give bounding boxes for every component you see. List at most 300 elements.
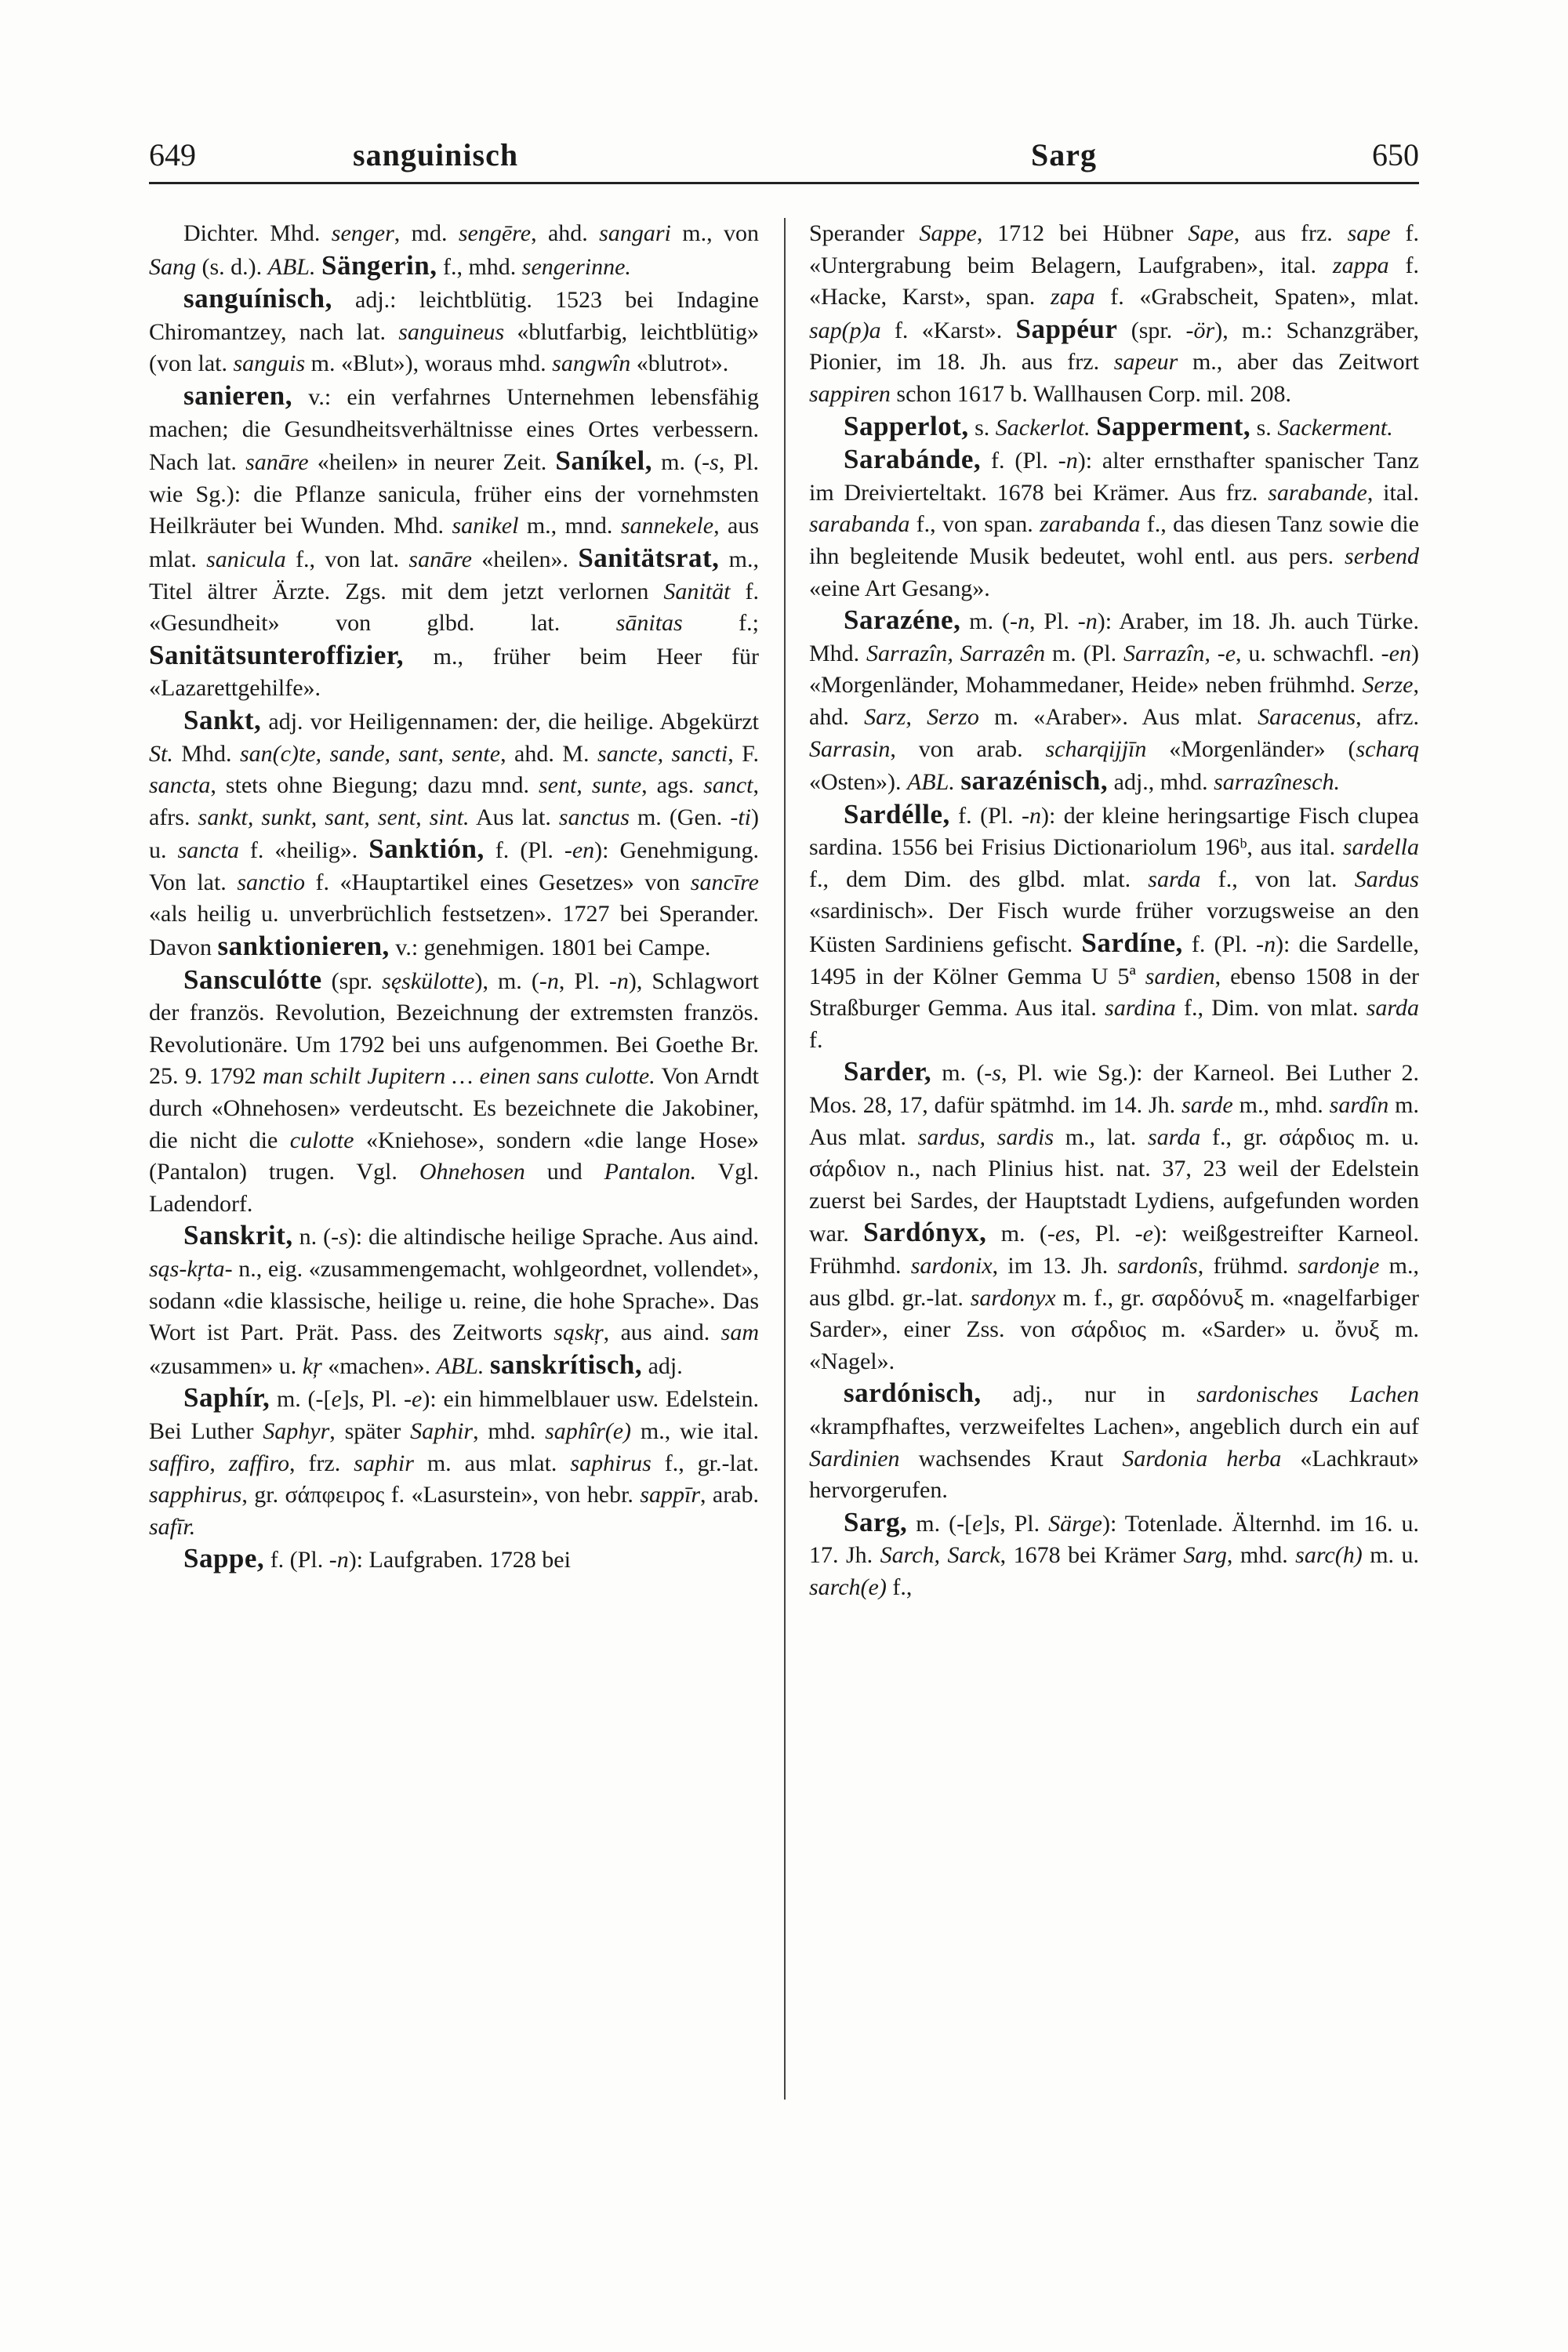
entry-text: (spr. xyxy=(321,967,383,994)
entry-text: m. «Blut»), woraus mhd. xyxy=(305,350,553,377)
italic-form: Saphyr xyxy=(263,1417,330,1444)
entry-text: m. Aus mlat. xyxy=(809,1092,1419,1150)
italic-form: sąskŗ xyxy=(554,1319,604,1346)
entry-text: , aus frz. xyxy=(1233,220,1348,246)
entry-text: , Pl. - xyxy=(1074,1221,1143,1247)
italic-form: Sackerment. xyxy=(1277,414,1393,441)
italic-form: sardonîs xyxy=(1117,1253,1198,1279)
italic-form: sardien xyxy=(1145,963,1215,989)
entry-text: m. f., gr. σαρδόνυξ m. «nagelfarbiger Sarder», einer Zss. von σάρδιος m. «Sarder» u. ὄνυξ m. «Nagel». xyxy=(809,1284,1420,1374)
italic-form: Saracenus xyxy=(1258,703,1356,730)
entry-headword: sanieren, xyxy=(183,379,292,411)
italic-form: sarabanda xyxy=(809,511,910,538)
dictionary-entry xyxy=(809,1507,1419,1604)
entry-text: f., Dim. von mlat. xyxy=(1175,995,1367,1022)
entry-text: f. «Gesundheit» von glbd. lat. xyxy=(149,578,759,637)
italic-form: Sarrazîn, Sarrazên xyxy=(866,640,1046,666)
italic-form: sappiren xyxy=(809,380,891,407)
italic-form: n xyxy=(1085,608,1098,635)
entry-text: adj. xyxy=(642,1352,683,1379)
dictionary-entry xyxy=(809,1056,1419,1377)
italic-form: Sarrasin xyxy=(809,735,891,762)
entry-text: , md. xyxy=(394,220,459,246)
entry-text: , afrz. xyxy=(1356,703,1419,730)
italic-form: sengēre xyxy=(458,220,532,246)
entry-text: m. (Gen. - xyxy=(629,804,739,830)
dictionary-entry xyxy=(149,1382,759,1543)
italic-form: man schilt Jupitern … einen sans culotte. xyxy=(263,1063,655,1090)
italic-form: Sarrazîn, -e xyxy=(1123,640,1236,666)
entry-text: , 1678 bei Krämer xyxy=(1000,1542,1184,1569)
italic-form: e xyxy=(331,1386,342,1413)
italic-form: sarc(h) xyxy=(1295,1542,1363,1569)
entry-text: m. (-[ xyxy=(907,1510,973,1537)
entry-text: f., von span. xyxy=(909,511,1040,538)
italic-form: sanctio xyxy=(237,869,305,895)
italic-form: sardonix xyxy=(910,1253,993,1279)
italic-form: n xyxy=(336,1547,349,1573)
entry-text: , aus mlat. xyxy=(149,513,759,572)
dictionary-entry xyxy=(149,964,759,1221)
italic-form: sardina xyxy=(1105,995,1176,1022)
italic-form: sap(p)a xyxy=(809,317,881,343)
column-divider xyxy=(784,218,786,2100)
italic-form: en xyxy=(572,837,595,864)
entry-text: m., aus glbd. gr.-lat. xyxy=(809,1253,1419,1311)
entry-text: «als heilig u. unverbrüchlich festsetzen». 1727 bei Sperander. Davon xyxy=(149,901,759,961)
entry-text: m. aus mlat. xyxy=(413,1450,571,1476)
italic-form: sarde xyxy=(1181,1092,1233,1119)
italic-form: sanctus xyxy=(558,804,630,830)
italic-form: es xyxy=(1054,1221,1075,1247)
entry-headword: Sanitätsunteroffizier, xyxy=(149,639,405,670)
entry-text: m., von xyxy=(670,220,759,246)
dictionary-entry xyxy=(149,380,759,705)
italic-form: sarda xyxy=(1148,1123,1201,1150)
entry-text: , F. xyxy=(728,740,759,767)
entry-text: , ahd. xyxy=(531,220,600,246)
italic-form: s xyxy=(990,1510,1000,1537)
entry-text: f. «Untergrabung beim Belagern, Laufgraben», ital. xyxy=(809,220,1419,278)
left-page-number: 649 xyxy=(149,137,196,172)
entry-text: ): der kleine heringsartige Fisch clupea sardina. 1556 bei Frisius Dictionariolum 196ᵇ, aus ital. xyxy=(809,802,1419,861)
italic-form: Sardonia herba xyxy=(1122,1445,1282,1472)
page-header xyxy=(149,133,1419,184)
entry-text: ] xyxy=(982,1510,991,1537)
entry-text: f., das diesen Tanz sowie die ihn begleitende Musik bedeutet, wohl entl. aus pers. xyxy=(809,511,1419,569)
entry-text: , später xyxy=(329,1417,411,1444)
italic-form: sancta xyxy=(149,772,211,799)
entry-text: , Pl. - xyxy=(558,967,617,994)
dictionary-entry xyxy=(809,218,1419,411)
entry-text: ) «Morgenländer, Mohammedaner, Heide» neben frühmhd. xyxy=(809,640,1419,699)
entry-text: adj., mhd. xyxy=(1108,769,1214,796)
entry-text: , stets ohne Biegung; dazu mnd. xyxy=(210,772,539,799)
italic-form: sannekele xyxy=(620,513,714,539)
italic-form: sanāre xyxy=(408,546,472,572)
entry-text: , mhd. xyxy=(1226,1542,1296,1569)
entry-text: m., aber das Zeitwort xyxy=(1178,349,1420,376)
italic-form: sape xyxy=(1347,220,1391,246)
dictionary-entry xyxy=(809,411,1419,445)
italic-form: sąs-kŗta- xyxy=(149,1256,233,1282)
entry-text xyxy=(358,837,368,863)
italic-form: sarabande xyxy=(1268,479,1367,506)
entry-headword: sanktionieren, xyxy=(217,931,390,962)
entry-text: «blutfarbig, leichtblütig» (von lat. xyxy=(149,318,759,377)
entry-text: «heilen». xyxy=(471,546,579,572)
italic-form: Sardinien xyxy=(809,1445,900,1472)
entry-headword: Sanskrit, xyxy=(183,1220,293,1251)
entry-text: , frühmd. xyxy=(1197,1253,1298,1279)
entry-headword: sarazénisch, xyxy=(960,765,1109,797)
entry-text: , Pl. wie Sg.): die Pflanze sanicula, früher eins der vornehmsten Heilkräuter bei Wunden. Mhd. xyxy=(149,449,759,539)
entry-text: ): die Sardelle, 1495 in der Kölner Gemma U 5ª xyxy=(809,931,1419,989)
italic-form: s xyxy=(710,449,719,476)
entry-text: (spr. - xyxy=(1117,317,1194,343)
entry-headword: sanguínisch, xyxy=(183,283,332,314)
italic-form: saphîr(e) xyxy=(545,1417,632,1444)
italic-form: sancta xyxy=(177,837,239,864)
entry-headword: Sarg, xyxy=(844,1506,908,1537)
entry-text: , von arab. xyxy=(890,735,1046,762)
entry-text: , ags. xyxy=(641,772,704,799)
right-column xyxy=(809,218,1419,1604)
italic-form: Sang xyxy=(149,253,196,280)
entry-text: ): Totenlade. Älternhd. im 16. u. 17. Jh. xyxy=(809,1510,1419,1569)
italic-form: scharq xyxy=(1356,735,1420,762)
italic-form: Sanität xyxy=(663,578,731,604)
entry-text: n., eig. «zusammengemacht, wohlgeordnet, vollendet», sodann «die klassische, heilige u. reine, die hohe Sprache». Das Wort ist Part. Prät. Pass. des Zeitworts xyxy=(149,1256,759,1346)
entry-text: «Lachkraut» hervorgerufen. xyxy=(809,1445,1419,1504)
italic-form: s xyxy=(349,1386,359,1413)
italic-form: sanguis xyxy=(233,350,306,377)
italic-form: sarrazînesch. xyxy=(1214,769,1340,796)
italic-form: n xyxy=(1264,931,1276,958)
right-page-number: 650 xyxy=(1372,137,1419,172)
entry-text: «Osten»). xyxy=(809,769,907,796)
entry-text: , ital. xyxy=(1367,479,1419,506)
italic-form: sardonisches Lachen xyxy=(1196,1381,1419,1408)
entry-text: m., lat. xyxy=(1054,1123,1148,1150)
entry-text: «machen». xyxy=(321,1352,437,1379)
entry-text: s. xyxy=(968,414,996,441)
entry-text: f. «Hacke, Karst», span. xyxy=(809,252,1419,310)
entry-text xyxy=(484,1353,490,1379)
italic-form: saffiro, zaffiro xyxy=(149,1450,289,1476)
entry-text: m., Titel ältrer Ärzte. Zgs. mit dem jetzt verlornen xyxy=(149,546,759,604)
italic-form: sardonje xyxy=(1298,1253,1380,1279)
italic-form: s xyxy=(339,1224,348,1250)
entry-text: m. u. xyxy=(1362,1542,1419,1569)
italic-form: zapa xyxy=(1050,284,1095,310)
entry-text: adj. vor Heiligennamen: der, die heilige. Abgekürzt xyxy=(261,708,759,735)
entry-text: Vgl. Ladendorf. xyxy=(149,1159,759,1217)
italic-form: sam xyxy=(720,1319,759,1346)
entry-headword: Sanitätsrat, xyxy=(578,542,720,573)
entry-text: f. (Pl. - xyxy=(981,448,1066,474)
italic-form: saphir xyxy=(354,1450,414,1476)
entry-text: m., mnd. xyxy=(518,513,621,539)
italic-form: sangwîn xyxy=(552,350,631,377)
dictionary-entry xyxy=(809,604,1419,799)
entry-text: v.: genehmigen. 1801 bei Campe. xyxy=(389,935,711,961)
entry-text: , Pl. - xyxy=(1029,608,1086,635)
entry-text: f., gr.-lat. xyxy=(651,1450,759,1476)
entry-text: f. (Pl. - xyxy=(484,837,572,864)
italic-form: Sarz, Serzo xyxy=(864,703,979,730)
entry-text: adj.: leichtblütig. 1523 bei Indagine Chiromantzey, nach lat. xyxy=(149,287,759,345)
italic-form: sent, sunte xyxy=(538,772,642,799)
italic-form: serbend xyxy=(1345,543,1419,569)
entry-text xyxy=(1091,415,1097,441)
entry-headword: Sarabánde, xyxy=(844,444,982,475)
italic-form: sānitas xyxy=(615,610,683,637)
entry-text: Mhd. xyxy=(172,740,240,767)
entry-headword: Saníkel, xyxy=(555,445,653,477)
entry-text: wachsendes Kraut xyxy=(899,1445,1123,1472)
italic-form: en xyxy=(1388,640,1411,666)
italic-form: culotte xyxy=(289,1127,354,1153)
entry-text: und xyxy=(524,1159,604,1185)
entry-text: v.: ein verfahrnes Unternehmen lebensfähig machen; die Gesundheitsverhältnisse eines Ortes verbessern. Nach lat. xyxy=(149,383,759,476)
italic-form: sardella xyxy=(1342,834,1419,861)
entry-text: ): Araber, im 18. Jh. auch Türke. Mhd. xyxy=(809,608,1420,666)
entry-text: , Pl. - xyxy=(358,1386,412,1413)
entry-text: Sperander xyxy=(809,220,920,246)
italic-form: Sarg xyxy=(1183,1542,1227,1569)
dictionary-entry xyxy=(149,1220,759,1382)
italic-form: Pantalon. xyxy=(604,1159,697,1185)
entry-text: m., früher beim Heer für «Lazarettgehilfe». xyxy=(149,643,759,702)
entry-headword: Sardíne, xyxy=(1081,927,1183,959)
italic-form: kŗ xyxy=(302,1352,322,1379)
italic-form: sanicula xyxy=(206,546,286,572)
entry-text: ): Laufgraben. 1728 bei xyxy=(348,1547,571,1573)
entry-text: ), Schlagwort der französ. Revolution, Bezeichnung der extremsten französ. Revolutionäre. Um 1792 bei uns aufgenommen. Bei Goethe Br. 25. 9. 1792 xyxy=(149,967,760,1090)
italic-form: n xyxy=(546,967,559,994)
entry-headword: Sardónyx, xyxy=(863,1217,987,1248)
entry-text: m. «Araber». Aus mlat. xyxy=(978,703,1258,730)
entry-text: ): alter ernsthafter spanischer Tanz im Dreivierteltakt. 1678 bei Krämer. Aus frz. xyxy=(809,448,1419,506)
entry-headword: sanskrítisch, xyxy=(489,1348,643,1380)
entry-text: Von Arndt durch «Ohnehosen» verdeutscht. Es bezeichnete die Jakobiner, die nicht die xyxy=(149,1063,760,1153)
right-running-head: Sarg xyxy=(1031,137,1097,172)
entry-text: f. «heilig». xyxy=(238,837,358,864)
italic-form: senger xyxy=(331,220,394,246)
italic-form: Sappe xyxy=(919,220,977,246)
entry-text: «blutrot». xyxy=(630,350,729,377)
entry-text: f. (Pl. - xyxy=(1182,931,1265,958)
italic-form: sangari xyxy=(599,220,671,246)
entry-text: «eine Art Gesang». xyxy=(809,575,990,601)
entry-text: f. «Hauptartikel eines Gesetzes» von xyxy=(305,869,691,895)
entry-text: , u. schwachfl. - xyxy=(1236,640,1389,666)
italic-form: scharqijjīn xyxy=(1045,735,1147,762)
entry-text: f. «Karst». xyxy=(880,317,1016,343)
entry-text: schon 1617 b. Wallhausen Corp. mil. 208. xyxy=(890,380,1292,407)
entry-headword: Sarder, xyxy=(844,1056,932,1087)
italic-form: n xyxy=(616,967,629,994)
italic-form: Sape xyxy=(1188,220,1234,246)
entry-text: ), m. (- xyxy=(474,967,547,994)
entry-text: f. (Pl. - xyxy=(949,802,1030,829)
dictionary-entry xyxy=(149,705,759,964)
dictionary-body xyxy=(149,218,1419,2100)
italic-form: sancīre xyxy=(690,869,759,895)
entry-text: , afrs. xyxy=(149,772,759,830)
entry-text: f.; xyxy=(682,610,759,637)
entry-headword: Sardélle, xyxy=(844,798,950,829)
entry-text: , mhd. xyxy=(473,1417,546,1444)
entry-headword: Sappe, xyxy=(183,1543,265,1574)
entry-text: adj., nur in xyxy=(981,1381,1197,1408)
italic-form: ABL. xyxy=(906,769,955,796)
dictionary-entry xyxy=(809,1377,1419,1506)
entry-text: , ahd. xyxy=(809,672,1419,730)
italic-form: sarda xyxy=(1366,995,1419,1022)
entry-text: «zusammen» u. xyxy=(149,1352,303,1379)
dictionary-entry xyxy=(149,1543,759,1577)
entry-text: Aus lat. xyxy=(469,804,559,830)
italic-form: Särge xyxy=(1048,1510,1103,1537)
italic-form: sapeur xyxy=(1113,349,1178,376)
entry-text: m. (- xyxy=(652,449,710,476)
entry-text: , gr. σάπφειρος f. «Lasurstein», von hebr. xyxy=(241,1482,641,1508)
entry-text: f., gr. σάρδιος m. u. σάρδιον n., nach Plinius hist. nat. 37, 23 weil der Edelstein zuerst bei Sardes, der Hauptstadt Lydiens, aufgefunden worden war. xyxy=(809,1123,1419,1247)
entry-text: m. (- xyxy=(986,1221,1055,1247)
entry-text: «sardinisch». Der Fisch wurde früher vorzugsweise an den Küsten Sardiniens gefischt. xyxy=(809,898,1419,958)
entry-text: «krampfhaftes, verzweifeltes Lachen», angeblich durch ein auf xyxy=(809,1413,1419,1439)
entry-text: f., mhd. xyxy=(437,253,522,280)
italic-form: sarch(e) xyxy=(809,1573,887,1600)
italic-form: Serze xyxy=(1362,672,1414,699)
dictionary-entry xyxy=(149,218,759,283)
entry-text: , Pl. wie Sg.): der Karneol. Bei Luther 2. Mos. 28, 17, dafür spätmhd. im 14. Jh. xyxy=(809,1060,1419,1119)
italic-form: sardus, sardis xyxy=(917,1123,1054,1150)
italic-form: sanguineus xyxy=(398,318,505,345)
entry-headword: Sappéur xyxy=(1015,313,1118,344)
italic-form: san(c)te, sande, sant, sente xyxy=(239,740,501,767)
entry-text: f., von lat. xyxy=(285,546,409,572)
italic-form: n xyxy=(1065,448,1078,474)
entry-text: «Morgenländer» ( xyxy=(1146,735,1356,762)
left-column xyxy=(149,218,759,1577)
italic-form: s xyxy=(992,1060,1001,1087)
entry-text: f., von lat. xyxy=(1200,866,1355,892)
entry-text: , ebenso 1508 in der Straßburger Gemma. Aus ital. xyxy=(809,963,1419,1022)
entry-text: , 1712 bei Hübner xyxy=(976,220,1189,246)
italic-form: sankt, sunkt, sant, sent, sint. xyxy=(198,804,470,830)
italic-form: Sackerlot. xyxy=(995,414,1091,441)
italic-form: ör xyxy=(1193,317,1215,343)
italic-form: Saphir xyxy=(410,1417,474,1444)
entry-text: (s. d.). xyxy=(196,253,268,280)
entry-text: m., wie ital. xyxy=(631,1417,759,1444)
italic-form: sanct xyxy=(703,772,753,799)
italic-form: sanāre xyxy=(245,449,309,476)
entry-headword: Sarazéne, xyxy=(844,604,961,636)
entry-text: , arab. xyxy=(700,1482,759,1508)
entry-text: , ahd. M. xyxy=(500,740,597,767)
entry-text: ): ein himmelblauer usw. Edelstein. Bei Luther xyxy=(149,1386,759,1444)
entry-text: m. (-[ xyxy=(270,1386,332,1413)
italic-form: ABL. xyxy=(436,1352,485,1379)
entry-headword: Saphír, xyxy=(183,1382,270,1414)
entry-text: , aus aind. xyxy=(603,1319,721,1346)
italic-form: saphirus xyxy=(570,1450,652,1476)
entry-text: ) u. xyxy=(149,804,760,864)
entry-text: ): weißgestreifter Karneol. Frühmhd. xyxy=(809,1221,1419,1279)
entry-text: f. (Pl. - xyxy=(264,1547,337,1573)
entry-text: f. xyxy=(809,1026,823,1053)
entry-text: s. xyxy=(1250,414,1278,441)
italic-form: sapphirus xyxy=(149,1482,242,1508)
entry-text: «Kniehose», sondern «die lange Hose» (Pantalon) trugen. Vgl. xyxy=(149,1127,759,1185)
italic-form: sarda xyxy=(1148,866,1201,892)
entry-text: ): die altindische heilige Sprache. Aus aind. xyxy=(347,1224,760,1250)
entry-text: , im 13. Jh. xyxy=(992,1253,1118,1279)
entry-text: Dichter. Mhd. xyxy=(183,220,332,246)
entry-text: n. (- xyxy=(292,1224,339,1250)
italic-form: sancte, sancti xyxy=(597,740,728,767)
entry-text: ] xyxy=(341,1386,350,1413)
italic-form: St. xyxy=(149,740,173,767)
italic-form: zappa xyxy=(1332,252,1389,278)
entry-text: m. (- xyxy=(931,1060,993,1087)
italic-form: safīr. xyxy=(149,1513,196,1540)
entry-text: f., xyxy=(886,1573,913,1600)
dictionary-entry xyxy=(809,799,1419,1057)
entry-text: f. «Grabscheit, Spaten», mlat. xyxy=(1094,284,1419,310)
entry-text: m., mhd. xyxy=(1232,1092,1330,1119)
entry-text: , frz. xyxy=(289,1450,354,1476)
entry-text xyxy=(316,254,322,280)
italic-form: sappīr xyxy=(640,1482,700,1508)
italic-form: Ohnehosen xyxy=(419,1159,525,1185)
entry-text: , Pl. xyxy=(1000,1510,1049,1537)
italic-form: Sarch, Sarck xyxy=(880,1542,1000,1569)
italic-form: sanikel xyxy=(452,513,519,539)
italic-form: e xyxy=(1142,1221,1153,1247)
italic-form: sardîn xyxy=(1329,1092,1389,1119)
italic-form: zarabanda xyxy=(1040,511,1141,538)
entry-headword: Sapperlot, xyxy=(844,410,969,441)
italic-form: ti xyxy=(738,804,752,830)
entry-headword: Sängerin, xyxy=(321,249,437,281)
entry-text: m. (Pl. xyxy=(1045,640,1123,666)
italic-form: ABL. xyxy=(267,253,316,280)
italic-form: e xyxy=(972,1510,983,1537)
dictionary-entry xyxy=(149,283,759,380)
entry-text: ): Genehmigung. Von lat. xyxy=(149,837,759,895)
italic-form: Sardus xyxy=(1354,866,1419,892)
italic-form: sardonyx xyxy=(970,1284,1056,1311)
dictionary-entry xyxy=(809,444,1419,604)
entry-headword: Sapperment, xyxy=(1096,410,1251,441)
italic-form: sęskülotte xyxy=(382,967,475,994)
italic-form: e xyxy=(412,1386,423,1413)
entry-headword: sardónisch, xyxy=(844,1377,982,1409)
entry-headword: Sansculótte xyxy=(183,964,322,995)
entry-headword: Sanktión, xyxy=(368,833,485,865)
entry-text: f., dem Dim. des glbd. mlat. xyxy=(809,866,1149,892)
entry-text: ), m.: Schanzgräber, Pionier, im 18. Jh. aus frz. xyxy=(809,317,1419,376)
italic-form: n xyxy=(1029,802,1042,829)
italic-form: sengerinne. xyxy=(521,253,631,280)
entry-text: «heilen» in neurer Zeit. xyxy=(308,449,556,476)
italic-form: n xyxy=(1017,608,1029,635)
